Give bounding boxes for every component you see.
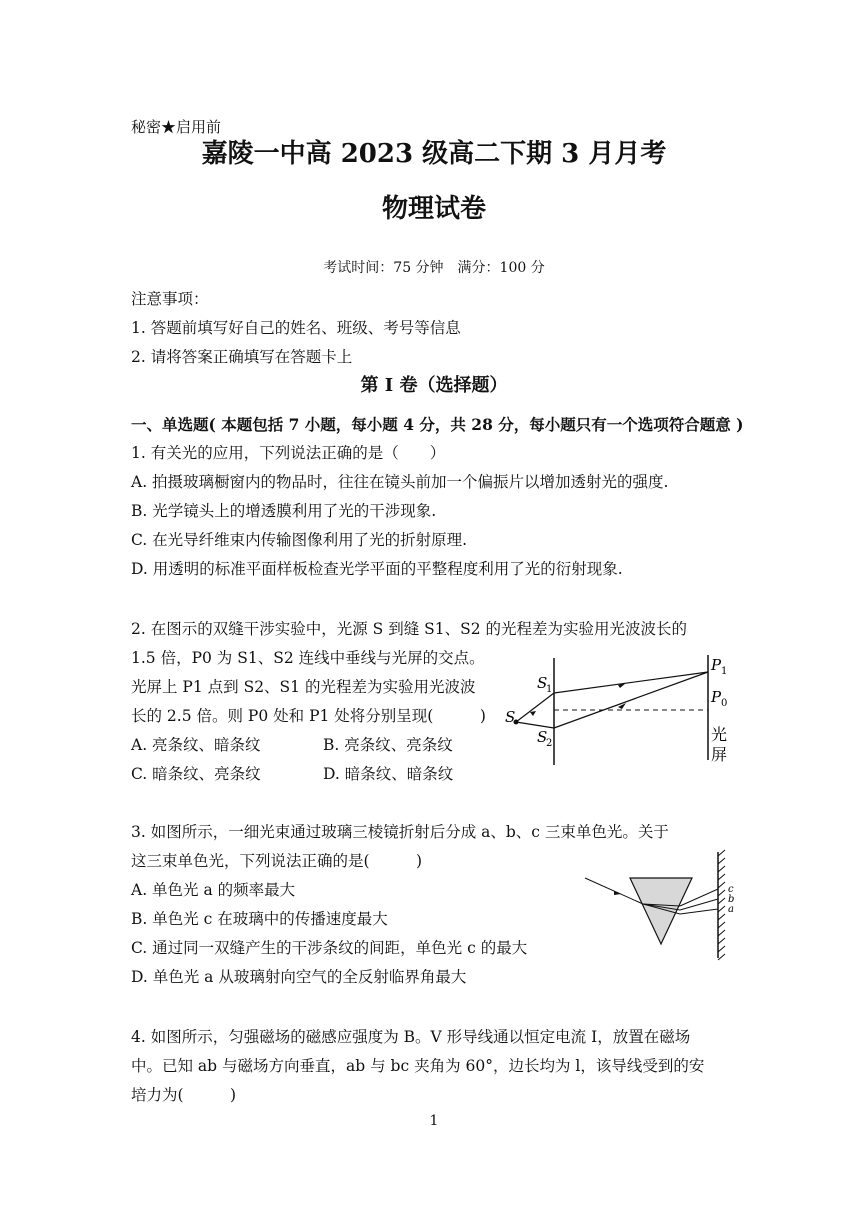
label-a: a [728, 904, 734, 915]
question-stem: 培力为( ) [131, 1086, 237, 1104]
svg-text:屏: 屏 [711, 745, 728, 764]
svg-text:0: 0 [721, 698, 728, 709]
label-s1: S [537, 674, 548, 692]
question-stem: 长的 2.5 倍。则 P0 处和 P1 处将分别呈现( ) [131, 707, 486, 725]
question-stem: 这三束单色光，下列说法正确的是( ) [131, 852, 423, 870]
notice-title: 注意事项： [131, 290, 209, 308]
notice-item: 2. 请将答案正确填写在答题卡上 [131, 348, 353, 366]
question-option: D. 暗条纹、暗条纹 [323, 765, 454, 783]
section-title: 第 I 卷（选择题） [360, 375, 508, 396]
label-p1: P [711, 656, 722, 674]
question-stem: 中。已知 ab 与磁场方向垂直，ab 与 bc 夹角为 60°，边长均为 l，该导线受到的安 [131, 1057, 705, 1075]
question-stem: 4. 如图所示，匀强磁场的磁感应强度为 B。V 形导线通以恒定电流 I，放置在磁场 [131, 1028, 691, 1046]
question-stem: 3. 如图所示，一细光束通过玻璃三棱镜折射后分成 a、b、c 三束单色光。关于 [131, 823, 669, 841]
question-option: D. 单色光 a 从玻璃射向空气的全反射临界角最大 [131, 968, 467, 986]
question-option: A. 单色光 a 的频率最大 [131, 881, 296, 899]
label-s: S [505, 708, 516, 726]
label-screen: 光 [711, 725, 728, 744]
question-stem: 1.5 倍，P0 为 S1、S2 连线中垂线与光屏的交点。 [131, 649, 485, 667]
exam-info: 考试时间：75 分钟 满分：100 分 [323, 260, 545, 276]
question-stem: 1. 有关光的应用，下列说法正确的是（ ） [131, 444, 446, 462]
label-c: c [728, 884, 734, 895]
question-option: D. 用透明的标准平面样板检查光学平面的平整程度利用了光的衍射现象. [131, 560, 623, 578]
question-option: C. 通过同一双缝产生的干涉条纹的间距，单色光 c 的最大 [131, 939, 528, 957]
question-option: B. 单色光 c 在玻璃中的传播速度最大 [131, 910, 388, 928]
question-option: B. 光学镜头上的增透膜利用了光的干涉现象. [131, 502, 437, 520]
page-number: 1 [429, 1113, 439, 1129]
question-option: C. 在光导纤维束内传输图像利用了光的折射原理. [131, 531, 468, 549]
label-p0: P [711, 688, 722, 706]
exam-subtitle: 物理试卷 [381, 194, 486, 224]
svg-text:2: 2 [546, 738, 553, 749]
question-option: C. 暗条纹、亮条纹 [131, 765, 261, 783]
label-s2: S [537, 728, 548, 746]
exam-title: 嘉陵一中高 2023 级高二下期 3 月月考 [201, 139, 667, 169]
question-stem: 2. 在图示的双缝干涉实验中，光源 S 到缝 S1、S2 的光程差为实验用光波波长的 [131, 620, 688, 638]
prism-diagram [580, 848, 740, 963]
question-stem: 光屏上 P1 点到 S2、S1 的光程差为实验用光波波 [131, 678, 476, 696]
part-header: 一、单选题( 本题包括 7 小题，每小题 4 分，共 28 分，每小题只有一个选项符合题意 ) [131, 415, 744, 434]
question-option: B. 亮条纹、亮条纹 [323, 736, 453, 754]
svg-text:1: 1 [721, 666, 728, 677]
confidential-label: 秘密★启用前 [131, 118, 222, 136]
notice-item: 1. 答题前填写好自己的姓名、班级、考号等信息 [131, 319, 461, 337]
glass-prism [630, 878, 692, 944]
label-b: b [728, 894, 735, 905]
question-option: A. 亮条纹、暗条纹 [131, 736, 261, 754]
svg-text:1: 1 [546, 684, 553, 695]
question-option: A. 拍摄玻璃橱窗内的物品时，往往在镜头前加一个偏振片以增加透射光的强度. [131, 473, 669, 491]
double-slit-diagram [500, 650, 770, 770]
